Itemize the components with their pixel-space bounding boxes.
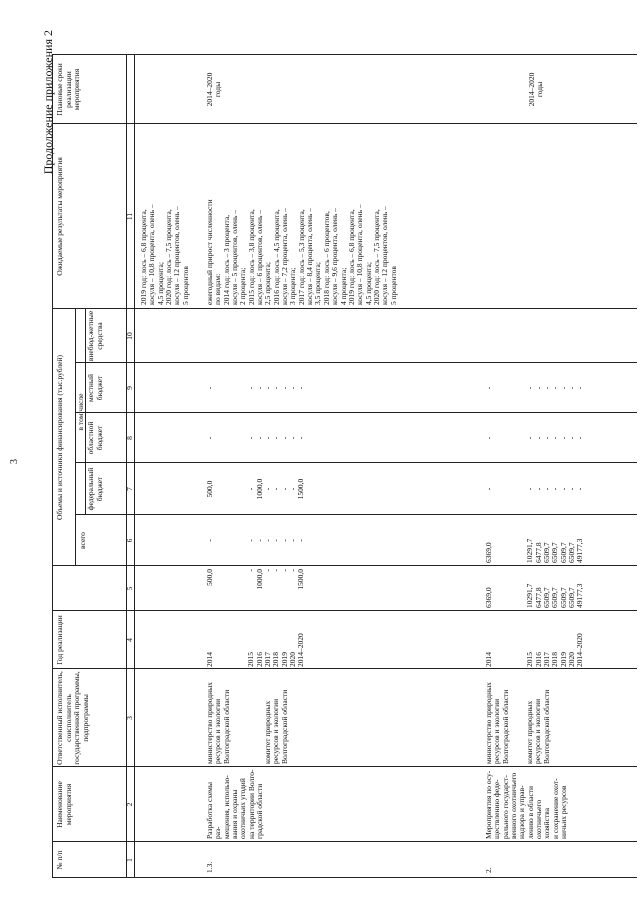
header-col-local: местный бюджет [86, 374, 104, 402]
header-col-executor: Ответственный исполнитель, соисполнитель государственной программы, подпрограммы [55, 671, 90, 765]
measure-name: Мероприятия по осу- ществлению феде- рального государст- венного охотничьего надзора и управ- лению в области охотничьего хозяйства и сохранение охот- ничьих ресурсов [484, 770, 569, 839]
col-number: 2 [125, 802, 134, 807]
grid-line [75, 309, 76, 566]
grid-line [52, 766, 637, 767]
header-funding-group: Объемы и источники финансирования (тыс.рублей) [55, 355, 64, 520]
local-column: - - - - - - - - [484, 436, 585, 440]
col-number: 7 [125, 487, 134, 491]
grid-line [52, 877, 637, 878]
header-col-federal: федеральный бюджет [86, 467, 104, 511]
header-col-regional: областной бюджет [86, 421, 104, 455]
col-number: 9 [125, 386, 134, 390]
planned-terms: 2014–2020 годы [527, 72, 545, 107]
col-number: 3 [125, 716, 134, 720]
result-line: 2020 год: лось – 7,5 процента, [164, 209, 174, 305]
grid-line [52, 54, 637, 55]
row-number: 2. [484, 867, 493, 873]
total-column: 6369,0 10291,7 6477,8 6509,7 6509,7 6509,7 6509,7 49177,3 [484, 583, 585, 608]
local-column: - - - - - - - - [205, 436, 306, 440]
grid-line [52, 55, 53, 878]
result-line: косуля – 10,8 процента, олень – [147, 204, 157, 305]
header-col-extrabudget: внебюд-жетные средства [86, 310, 104, 362]
results-continuation [140, 125, 190, 305]
regional-column: 500,0 - 1000,0 - - - - 1500,0 [205, 478, 306, 500]
executor-committee: комитет природных ресурсов и экологии Волгоградской области [263, 689, 289, 764]
result-line: 4,5 процента; [155, 262, 165, 305]
result-line: косуля – 12 процентов, олень – [172, 206, 182, 305]
col-number: 8 [125, 436, 134, 440]
header-col-results: Ожидаемые результаты мероприятия [55, 157, 64, 276]
header-col-total: всего [78, 532, 87, 549]
header-col-terms: Плановые сроки реализации мероприятия [55, 63, 81, 116]
continuation-title: Продолжение приложения 2 [41, 30, 55, 175]
years-column: 2014 2015 2016 2017 2018 2019 2020 2014–2020 [205, 633, 306, 667]
col-number: 1 [125, 858, 134, 862]
result-line: 2019 год: лось – 6,8 процента, [139, 209, 148, 305]
col-number: 6 [125, 538, 134, 543]
page-number: 3 [9, 459, 20, 464]
header-col-name: Наименование мероприятия [55, 781, 73, 828]
federal-column: 6369,0 10291,7 6477,8 6509,7 6509,7 6509,7 6509,7 49177,3 [484, 538, 585, 563]
grid-line [52, 841, 637, 842]
grid-line [52, 668, 637, 669]
regional-column: - - - - - - - - [484, 487, 585, 491]
grid-line [52, 610, 637, 611]
row-number: 1.3. [205, 861, 214, 873]
result-line: 5 процентов [180, 266, 190, 305]
col-number: 5 [125, 586, 134, 591]
header-col-num: № п/п [55, 850, 64, 870]
expected-results: ежегодный прирост численности по видам: 2014 год: лось – 3 процента, косуля – 5 процентов, олень – 2 процента; 2015 год: лось – 3,8 процента, косуля – 6 процентов, олень – 2,5 процента; 2016 год: лось – 4,5 процента, косуля – 7,2 процента, олень – 3 процента; 2017 год: лось – 5,3 процента, косуля – 8,4 процента, олень – 3,5 процента; 2018 год: лось – 6 процентов, косуля – 9,6 процента, олень – 4 процента; 2019 год: лось – 6,8 процента, косуля – 10,8 процента, олень – 4,5 процента; 2020 год: лось – 7,5 процента, косуля – 12 процентов, олень – 5 процентов [205, 199, 398, 305]
executor-committee: комитет природных ресурсов и экологии Волгоградской области [525, 689, 551, 764]
extrabudget-column: - - - - - - - - [484, 386, 585, 390]
header-incl: в том числе [76, 393, 85, 431]
executor-ministry: министерство природных ресурсов и экологии Волгоградской области [484, 682, 510, 764]
planned-terms: 2014–2020 годы [205, 72, 223, 107]
extrabudget-column: - - - - - - - - [205, 386, 306, 390]
grid-line [52, 308, 637, 309]
executor-ministry: министерство природных ресурсов и экологии Волгоградской области [205, 682, 231, 764]
col-number: 4 [125, 638, 134, 642]
federal-column: - - - - - - - - [205, 539, 306, 542]
col-number: 11 [125, 212, 134, 221]
col-number: 10 [125, 332, 134, 340]
years-column: 2014 2015 2016 2017 2018 2019 2020 2014–2020 [484, 633, 585, 667]
measure-name: Разработка схемы раз- мещения, использо- вания и охраны охотничьих угодий на территории Волго- градской области [205, 769, 265, 839]
header-col-year: Год реализации [55, 615, 64, 665]
grid-line [52, 123, 637, 124]
total-column: 500,0 - 1000,0 - - - - 1500,0 [205, 569, 306, 590]
